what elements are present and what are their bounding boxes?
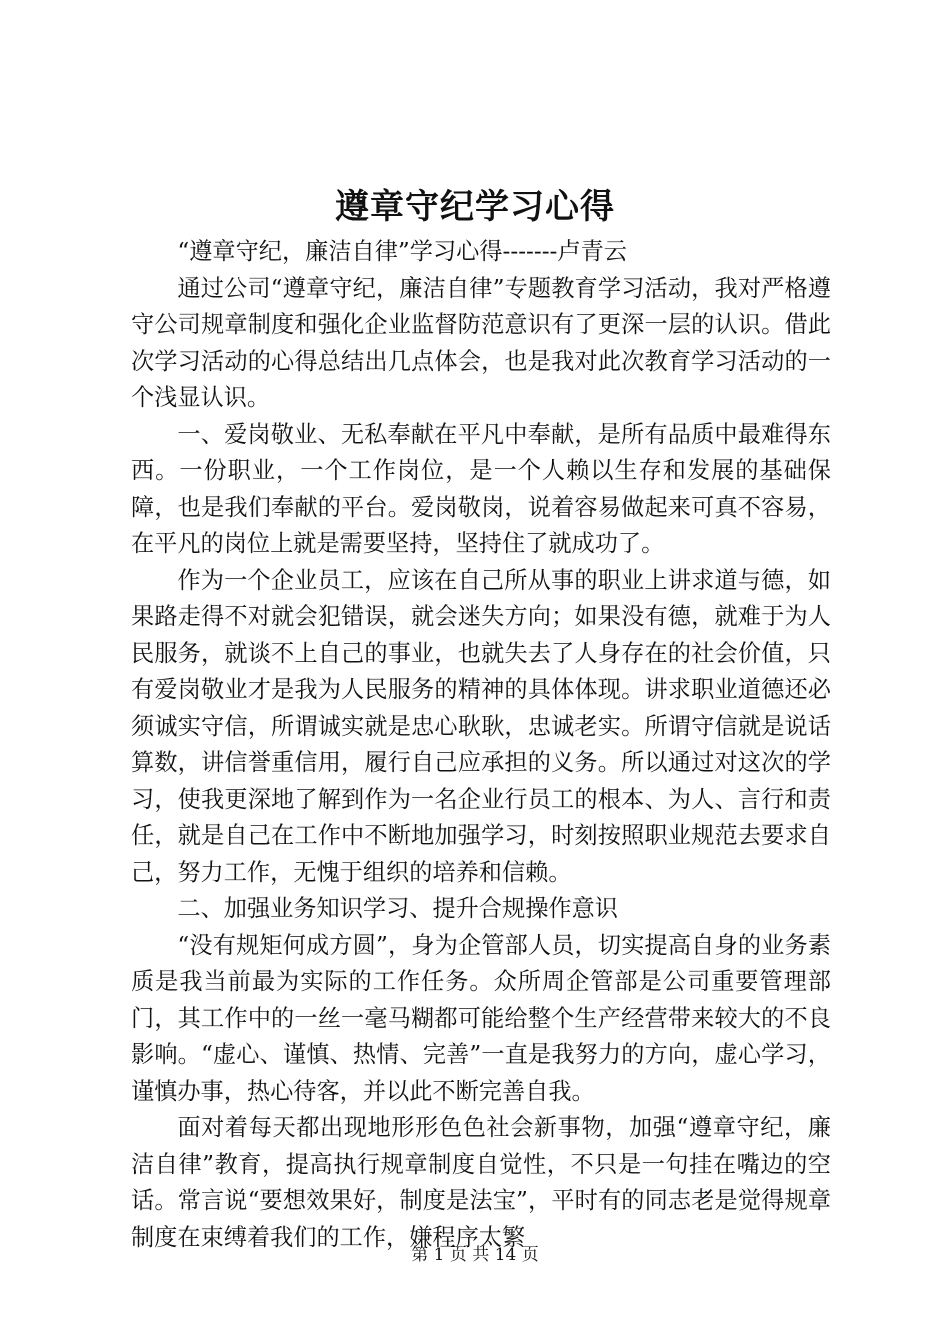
paragraph-section-two-heading: 二、加强业务知识学习、提升合规操作意识 [177,895,618,922]
paragraph-section-one: 一、爱岗敬业、无私奉献在平凡中奉献，是所有品质中最难得东西。一份职业，一个工作岗位，是一个人赖以生存和发展的基础保障，也是我们奉献的平台。爱岗敬岗，说着容易做起来可真不容易，在平凡的岗位上就是需要坚持，坚持住了就成功了。 [131,420,831,557]
document-body [131,234,831,1256]
paragraph-work-ethics: 作为一个企业员工，应该在自己所从事的职业上讲求道与德，如果路走得不对就会犯错误，就会迷失方向；如果没有德，就难于为人民服务，就谈不上自己的事业，也就失去了人身存在的社会价值，只有爱岗敬业才是我为人民服务的精神的具体体现。讲求职业道德还必须诚实守信，所谓诚实就是忠心耿耿，忠诚老实。所谓守信就是说话算数，讲信誉重信用，履行自己应承担的义务。所以通过对这次的学习，使我更深地了解到作为一名企业行员工的根本、为人、言行和责任，就是自己在工作中不断地加强学习，时刻按照职业规范去要求自己，努力工作，无愧于组织的培养和信赖。 [131,566,831,886]
document-title: 遵章守纪学习心得 [335,187,615,227]
paragraph-rules: “没有规矩何成方圆”，身为企管部人员，切实提高自身的业务素质是我当前最为实际的工作任务。众所周企管部是公司重要管理部门，其工作中的一丝一毫马糊都可能给整个生产经营带来较大的不良影响。“虚心、谨慎、热情、完善”一直是我努力的方向，虚心学习，谨慎办事，热心待客，并以此不断完善自我。 [131,931,831,1105]
paragraph-subtitle: “遵章守纪，廉洁自律”学习心得-------卢青云 [177,238,627,265]
paragraph-intro: 通过公司“遵章守纪，廉洁自律”专题教育学习活动，我对严格遵守公司规章制度和强化企业监督防范意识有了更深一层的认识。借此次学习活动的心得总结出几点体会，也是我对此次教育学习活动的一个浅显认识。 [131,274,831,411]
page-footer: 第 1 页 共 14 页 [411,1245,539,1265]
paragraph-daily-affairs: 面对着每天都出现地形形色色社会新事物，加强“遵章守纪，廉洁自律”教育，提高执行规章制度自觉性，不只是一句挂在嘴边的空话。常言说“要想效果好，制度是法宝”，平时有的同志老是觉得规章制度在束缚着我们的工作，嫌程序太繁 [131,1114,831,1251]
